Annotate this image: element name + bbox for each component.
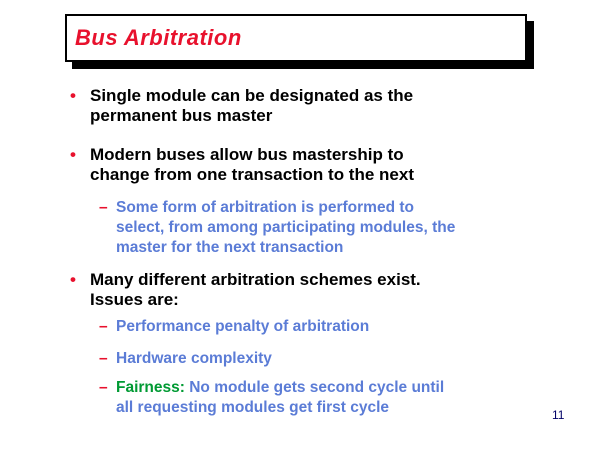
text-segment: Issues are: bbox=[90, 290, 179, 309]
bullet-text-line bbox=[90, 270, 421, 290]
bullet-text-line bbox=[90, 290, 421, 310]
dash-icon: – bbox=[99, 350, 108, 367]
text-segment: No module gets second cycle until bbox=[189, 379, 445, 396]
text-segment: change from one transaction to the next bbox=[90, 165, 414, 184]
bullet-text-line bbox=[116, 378, 444, 398]
text-segment: master for the next transaction bbox=[116, 239, 344, 256]
bullet-text-line bbox=[116, 317, 369, 337]
text-segment: Modern buses allow bus mastership to bbox=[90, 145, 404, 164]
bullet-item bbox=[0, 145, 600, 185]
bullet-text-line bbox=[90, 86, 413, 106]
bullet-text-line bbox=[90, 106, 413, 126]
bullet-dot-icon: • bbox=[70, 270, 76, 289]
dash-icon: – bbox=[99, 318, 108, 335]
bullet-dot-icon: • bbox=[70, 86, 76, 105]
bullet-text-line bbox=[116, 238, 455, 258]
page-number: 11 bbox=[552, 408, 565, 422]
title-box bbox=[65, 14, 527, 62]
dash-icon: – bbox=[99, 199, 108, 216]
text-segment: Some form of arbitration is performed to bbox=[116, 199, 414, 216]
bullet-text bbox=[116, 317, 369, 337]
bullet-list bbox=[0, 86, 600, 430]
bullet-text bbox=[116, 198, 455, 258]
text-segment: Fairness bbox=[116, 379, 180, 396]
sub-bullet-item bbox=[0, 349, 600, 369]
bullet-text bbox=[90, 270, 421, 310]
bullet-text bbox=[90, 86, 413, 126]
bullet-dot-icon: • bbox=[70, 145, 76, 164]
sub-bullet-item bbox=[0, 317, 600, 337]
page-title: Bus Arbitration bbox=[75, 25, 242, 50]
dash-icon: – bbox=[99, 379, 108, 396]
text-segment: : bbox=[179, 379, 190, 396]
bullet-item bbox=[0, 270, 600, 310]
text-segment: select, from among participating modules, the bbox=[116, 219, 456, 236]
text-segment: all requesting modules get first cycle bbox=[116, 399, 390, 416]
sub-bullet-item bbox=[0, 198, 600, 258]
bullet-text bbox=[90, 145, 414, 185]
sub-bullet-item bbox=[0, 378, 600, 418]
bullet-text bbox=[116, 378, 444, 418]
text-segment: Single module can be designated as the bbox=[90, 86, 414, 105]
bullet-text bbox=[116, 349, 272, 369]
text-segment: Performance penalty of arbitration bbox=[116, 318, 370, 335]
bullet-item bbox=[0, 86, 600, 126]
bullet-text-line bbox=[116, 398, 444, 418]
bullet-text-line bbox=[116, 218, 455, 238]
text-segment: Many different arbitration schemes exist. bbox=[90, 270, 421, 289]
bullet-text-line bbox=[90, 165, 414, 185]
text-segment: permanent bus master bbox=[90, 106, 273, 125]
bullet-text-line bbox=[116, 349, 272, 369]
bullet-text-line bbox=[116, 198, 455, 218]
bullet-text-line bbox=[90, 145, 414, 165]
text-segment: Hardware complexity bbox=[116, 350, 272, 367]
